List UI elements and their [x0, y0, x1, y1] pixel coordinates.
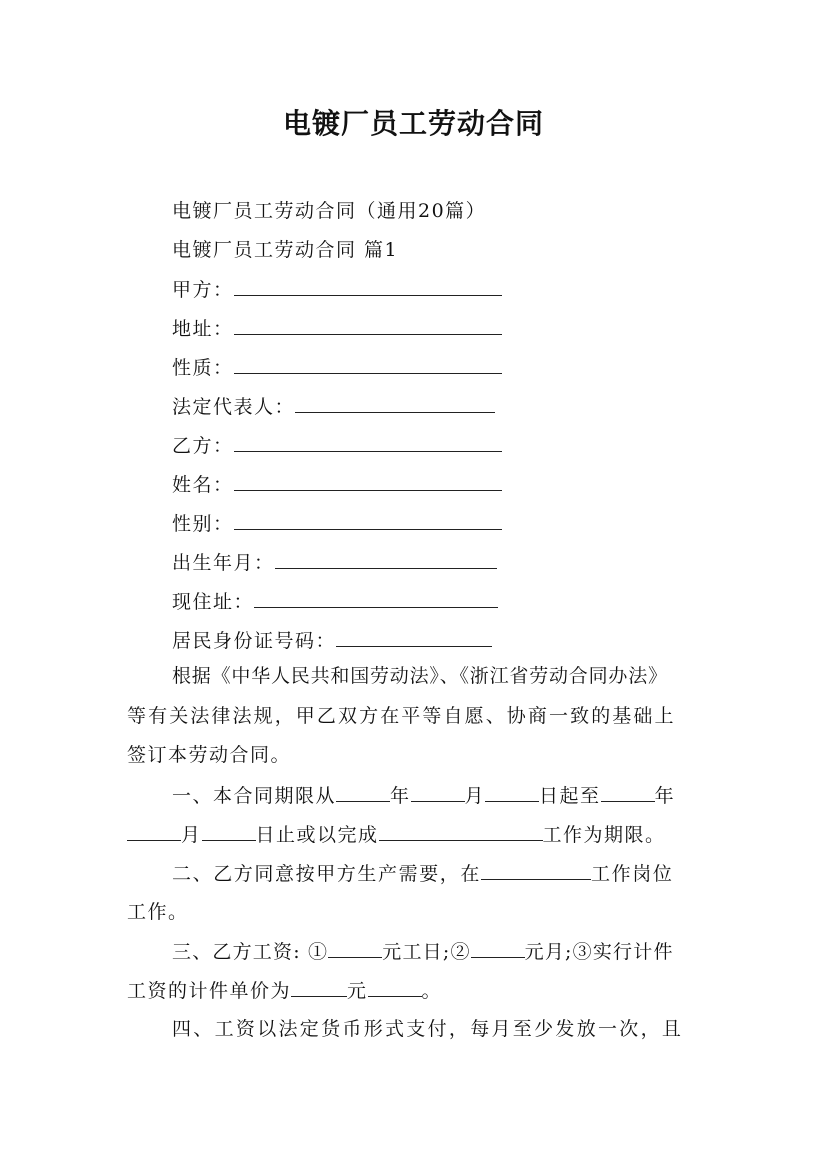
blank-line[interactable] [254, 589, 498, 608]
blank-line[interactable] [336, 783, 390, 802]
field-residence [172, 589, 498, 614]
blank-line[interactable] [234, 316, 502, 335]
blank-line[interactable] [471, 939, 525, 958]
blank-line[interactable] [234, 433, 502, 452]
section-heading: 电镀厂员工劳动合同 篇1 [172, 239, 399, 261]
blank-line[interactable] [234, 355, 502, 374]
field-label: 甲方： [172, 279, 234, 301]
blank-line[interactable] [336, 628, 492, 647]
term-text: 日起至 [539, 785, 601, 807]
field-label: 地址： [172, 318, 234, 340]
term-text: 月 [464, 785, 486, 807]
paragraph-line: 签订本劳动合同。 [127, 744, 292, 766]
field-id-number [172, 628, 492, 653]
field-label: 出生年月： [172, 552, 275, 574]
blank-line[interactable] [291, 978, 347, 997]
wage-text: 三、乙方工资: ① [172, 941, 329, 963]
blank-line[interactable] [295, 394, 495, 413]
term-text: 月 [181, 824, 202, 846]
field-party-b [172, 433, 502, 458]
subtitle-line: 电镀厂员工劳动合同（通用20篇） [172, 200, 487, 222]
field-legal-rep [172, 394, 495, 419]
paragraph-line: 根据《中华人民共和国劳动法》、《浙江省劳动合同办法》 [172, 665, 668, 687]
blank-line[interactable] [379, 822, 543, 841]
term-text: 年 [390, 785, 411, 807]
wage-text: 工资的计件单价为 [127, 980, 292, 1002]
position-text: 工作岗位 [591, 863, 674, 885]
field-label: 乙方： [172, 435, 234, 457]
position-text: 二、乙方同意按甲方生产需要，在 [172, 863, 482, 885]
blank-line[interactable] [601, 783, 655, 802]
term-line-1 [172, 783, 675, 808]
position-line-1 [172, 861, 673, 886]
wage-text: 元月;③实行计件 [524, 941, 674, 963]
blank-line[interactable] [481, 861, 591, 880]
field-label: 性质： [172, 357, 234, 379]
field-label: 现住址： [172, 591, 255, 613]
field-address [172, 316, 502, 341]
blank-line[interactable] [127, 822, 181, 841]
field-label: 姓名： [172, 474, 234, 496]
document-title: 电镀厂员工劳动合同 [282, 107, 544, 140]
term-line-2 [127, 822, 666, 847]
wage-text: 元 [347, 980, 368, 1002]
field-gender [172, 511, 502, 536]
paragraph-line: 四、工资以法定货币形式支付，每月至少发放一次，且 [172, 1018, 684, 1040]
paragraph-line: 等有关法律法规，甲乙双方在平等自愿、协商一致的基础上 [127, 705, 676, 727]
wage-line-1 [172, 939, 674, 964]
term-text: 工作为期限。 [542, 824, 666, 846]
wage-text: 元工日;② [382, 941, 471, 963]
blank-line[interactable] [275, 550, 497, 569]
blank-line[interactable] [234, 472, 502, 491]
field-label: 性别： [172, 513, 234, 535]
blank-line[interactable] [328, 939, 382, 958]
field-label: 法定代表人： [172, 396, 296, 418]
blank-line[interactable] [202, 822, 256, 841]
blank-line[interactable] [485, 783, 539, 802]
field-nature [172, 355, 502, 380]
term-text: 年 [654, 785, 676, 807]
wage-line-2 [127, 978, 442, 1003]
blank-line[interactable] [411, 783, 465, 802]
wage-text: 。 [421, 980, 443, 1002]
blank-line[interactable] [368, 978, 422, 997]
field-birth [172, 550, 497, 575]
blank-line[interactable] [234, 511, 502, 530]
field-label: 居民身份证号码： [172, 630, 337, 652]
field-name [172, 472, 502, 497]
term-text: 日止或以完成 [255, 824, 379, 846]
term-text: 一、本合同期限从 [172, 785, 337, 807]
field-party-a [172, 277, 502, 302]
blank-line[interactable] [234, 277, 502, 296]
position-line-2: 工作。 [127, 901, 189, 923]
